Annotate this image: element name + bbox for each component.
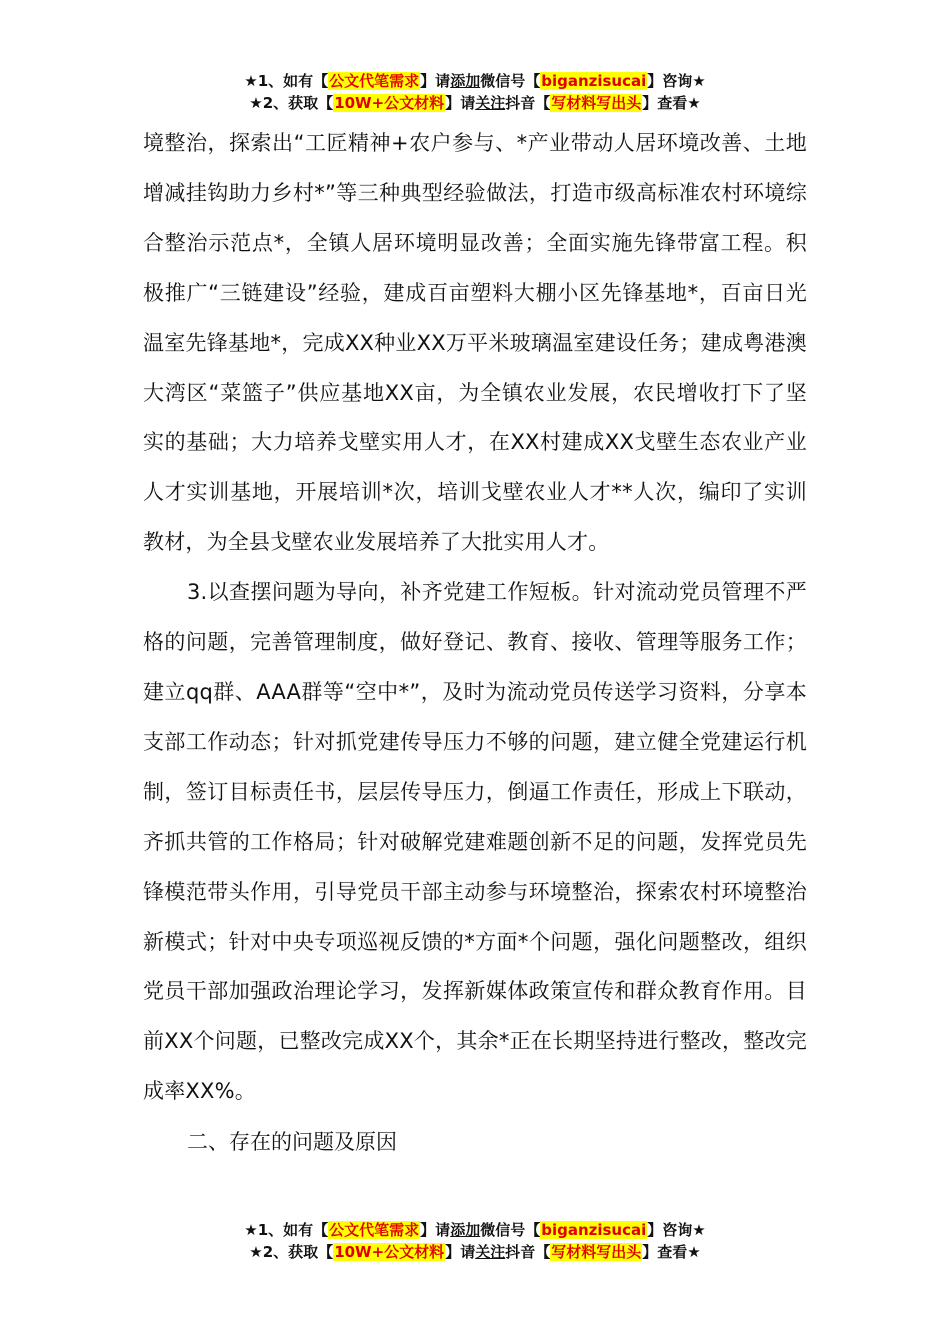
banner-text: 】查看★ xyxy=(642,94,701,112)
banner-text: 】请 xyxy=(420,1221,451,1239)
underlined-text: 关注 xyxy=(475,94,506,112)
douyin-account: 写材料写出头 xyxy=(551,94,642,112)
banner-text: ★1、如有【 xyxy=(244,1221,329,1239)
section-heading: 二、存在的问题及原因 xyxy=(187,1130,397,1155)
banner-line-2 xyxy=(0,92,950,114)
highlight-text: 公文代笔需求 xyxy=(329,72,420,90)
document-body xyxy=(143,119,807,1167)
banner-text: 】查看★ xyxy=(642,1243,701,1261)
banner-line-1 xyxy=(0,70,950,92)
underlined-text: 关注 xyxy=(475,1243,506,1261)
paragraph-2: 3.以查摆问题为导向，补齐党建工作短板。针对流动党员管理不严格的问题，完善管理制度，做好登记、教育、接收、管理等服务工作；建立qq群、AAA群等“空中*”，及时为流动党员传送学习资料，分享本支部工作动态；针对抓党建传导压力不够的问题，建立健全党建运行机制，签订目标责任书，层层传导压力，倒逼工作责任，形成上下联动，齐抓共管的工作格局；针对破解党建难题创新不足的问题，发挥党员先锋模范带头作用，引导党员干部主动参与环境整治，探索农村环境整治新模式；针对中央专项巡视反馈的*方面*个问题，强化问题整改，组织党员干部加强政治理论学习，发挥新媒体政策宣传和群众教育作用。目前XX个问题，已整改完成XX个，其余*正在长期坚持进行整改，整改完成率XX%。 xyxy=(143,580,807,1104)
underlined-text: 添加 xyxy=(450,1221,481,1239)
banner-text: ★2、获取【 xyxy=(249,94,334,112)
banner-text: 】咨询★ xyxy=(647,1221,706,1239)
highlight-text: 10W+公文材料 xyxy=(334,94,445,112)
banner-text: 】请 xyxy=(445,1243,476,1261)
highlight-text: 10W+公文材料 xyxy=(334,1243,445,1261)
banner-text: 微信号【 xyxy=(480,1221,541,1239)
banner-text: 微信号【 xyxy=(480,72,541,90)
banner-line-1 xyxy=(0,1219,950,1241)
banner-text: ★1、如有【 xyxy=(244,72,329,90)
banner-text: 】请 xyxy=(445,94,476,112)
banner-text: 】请 xyxy=(420,72,451,90)
banner-text: 抖音【 xyxy=(505,94,551,112)
highlight-text: 公文代笔需求 xyxy=(329,1221,420,1239)
paragraph-1: 境整治，探索出“工匠精神+农户参与、*产业带动人居环境改善、土地增减挂钩助力乡村*”等三种典型经验做法，打造市级高标准农村环境综合整治示范点*，全镇人居环境明显改善；全面实施先锋带富工程。积极推广“三链建设”经验，建成百亩塑料大棚小区先锋基地*，百亩日光温室先锋基地*，完成XX种业XX万平米玻璃温室建设任务；建成粤港澳大湾区“菜篮子”供应基地XX亩，为全镇农业发展，农民增收打下了坚实的基础；大力培养戈壁实用人才，在XX村建成XX戈壁生态农业产业人才实训基地，开展培训*次，培训戈壁农业人才**人次，编印了实训教材，为全县戈壁农业发展培养了大批实用人才。 xyxy=(143,131,807,555)
wechat-id: biganzisucai xyxy=(541,1221,647,1239)
banner-text: ★2、获取【 xyxy=(249,1243,334,1261)
banner-text: 】咨询★ xyxy=(647,72,706,90)
header-banner xyxy=(0,70,950,114)
footer-banner xyxy=(0,1219,950,1263)
banner-text: 抖音【 xyxy=(505,1243,551,1261)
douyin-account: 写材料写出头 xyxy=(551,1243,642,1261)
banner-line-2 xyxy=(0,1241,950,1263)
wechat-id: biganzisucai xyxy=(541,72,647,90)
underlined-text: 添加 xyxy=(450,72,481,90)
